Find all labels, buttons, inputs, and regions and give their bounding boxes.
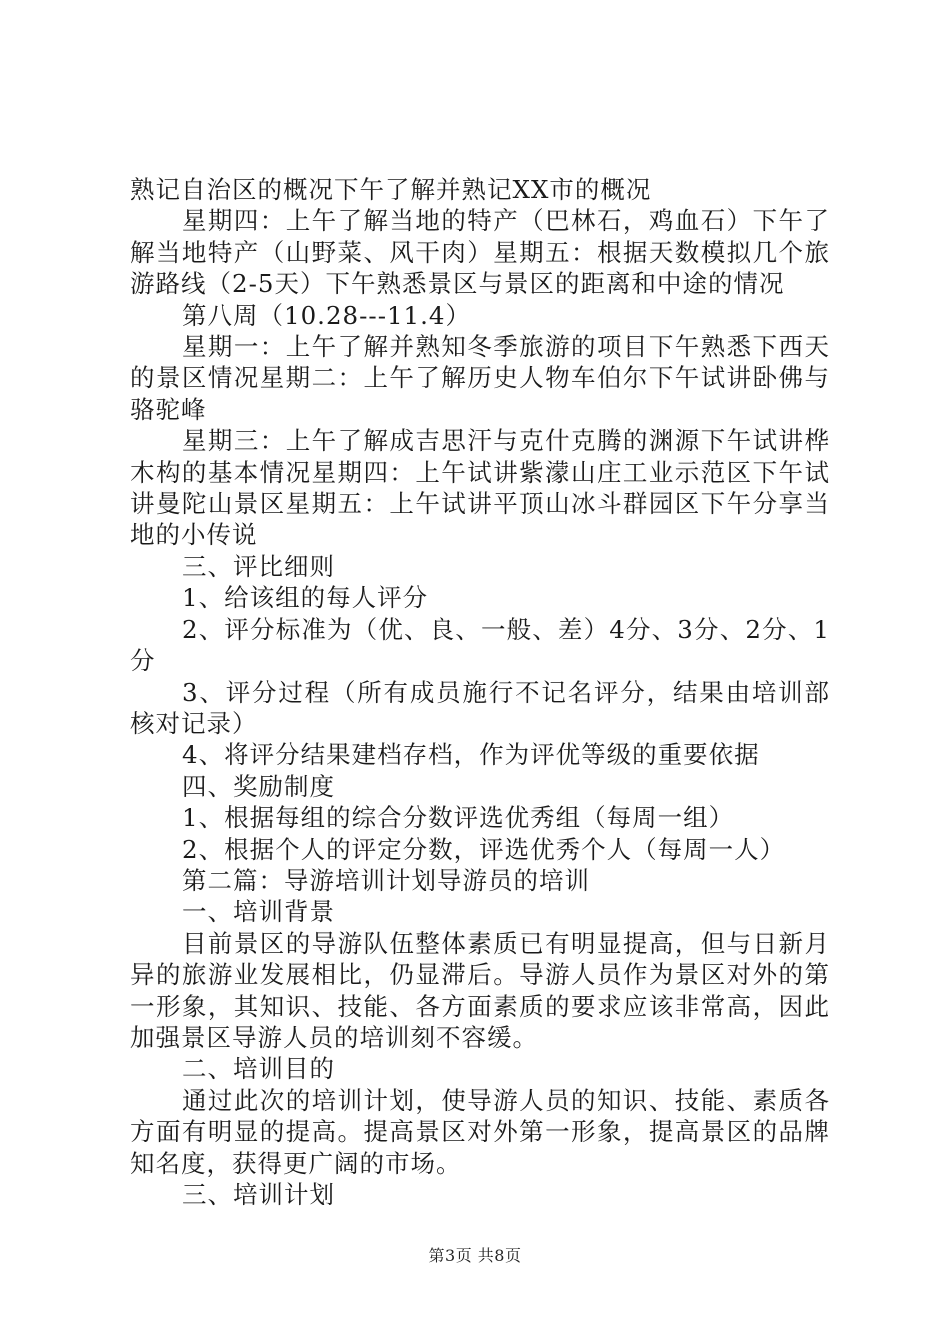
- paragraph: 通过此次的培训计划，使导游人员的知识、技能、素质各方面有明显的提高。提高景区对外第一形象，提高景区的品牌知名度，获得更广阔的市场。: [130, 1085, 830, 1178]
- list-item: 1、根据每组的综合分数评选优秀组（每周一组）: [182, 803, 735, 833]
- paragraph: 星期一：上午了解并熟知冬季旅游的项目下午熟悉下西天的景区情况星期二：上午了解历史人物车伯尔下午试讲卧佛与骆驼峰: [130, 332, 830, 424]
- list-item: 2、根据个人的评定分数，评选优秀个人（每周一人）: [182, 834, 786, 864]
- section-heading: 一、培训背景: [182, 897, 335, 927]
- list-item: 3、评分过程（所有成员施行不记名评分，结果由培训部核对记录）: [130, 677, 830, 738]
- document-body: [130, 174, 830, 1210]
- list-item: 4、将评分结果建档存档，作为评优等级的重要依据: [182, 740, 760, 770]
- section-heading: 三、培训计划: [182, 1180, 335, 1209]
- chapter-heading: 第二篇：导游培训计划导游员的培训: [182, 865, 590, 895]
- list-item: 2、评分标准为（优、良、一般、差）4分、3分、2分、1分: [130, 614, 830, 676]
- paragraph: 熟记自治区的概况下午了解并熟记XX市的概况: [130, 175, 652, 204]
- page-number-footer: 第3页 共8页: [428, 1246, 522, 1265]
- section-heading: 四、奖励制度: [182, 771, 335, 801]
- list-item: 1、给该组的每人评分: [182, 583, 429, 613]
- section-heading: 三、评比细则: [182, 551, 335, 581]
- paragraph: 目前景区的导游队伍整体素质已有明显提高，但与日新月异的旅游业发展相比，仍显滞后。导游人员作为景区对外的第一形象，其知识、技能、各方面素质的要求应该非常高，因此加强景区导游人员的培训刻不容缓。: [130, 928, 830, 1052]
- paragraph: 星期三：上午了解成吉思汗与克什克腾的渊源下午试讲桦木构的基本情况星期四：上午试讲紫濛山庄工业示范区下午试讲曼陀山景区星期五：上午试讲平顶山冰斗群园区下午分享当地的小传说: [130, 426, 830, 550]
- paragraph: 星期四：上午了解当地的特产（巴林石，鸡血石）下午了解当地特产（山野菜、风干肉）星期五：根据天数模拟几个旅游路线（2-5天）下午熟悉景区与景区的距离和中途的情况: [130, 206, 830, 299]
- paragraph: 第八周（10.28---11.4）: [182, 300, 472, 330]
- section-heading: 二、培训目的: [182, 1054, 335, 1084]
